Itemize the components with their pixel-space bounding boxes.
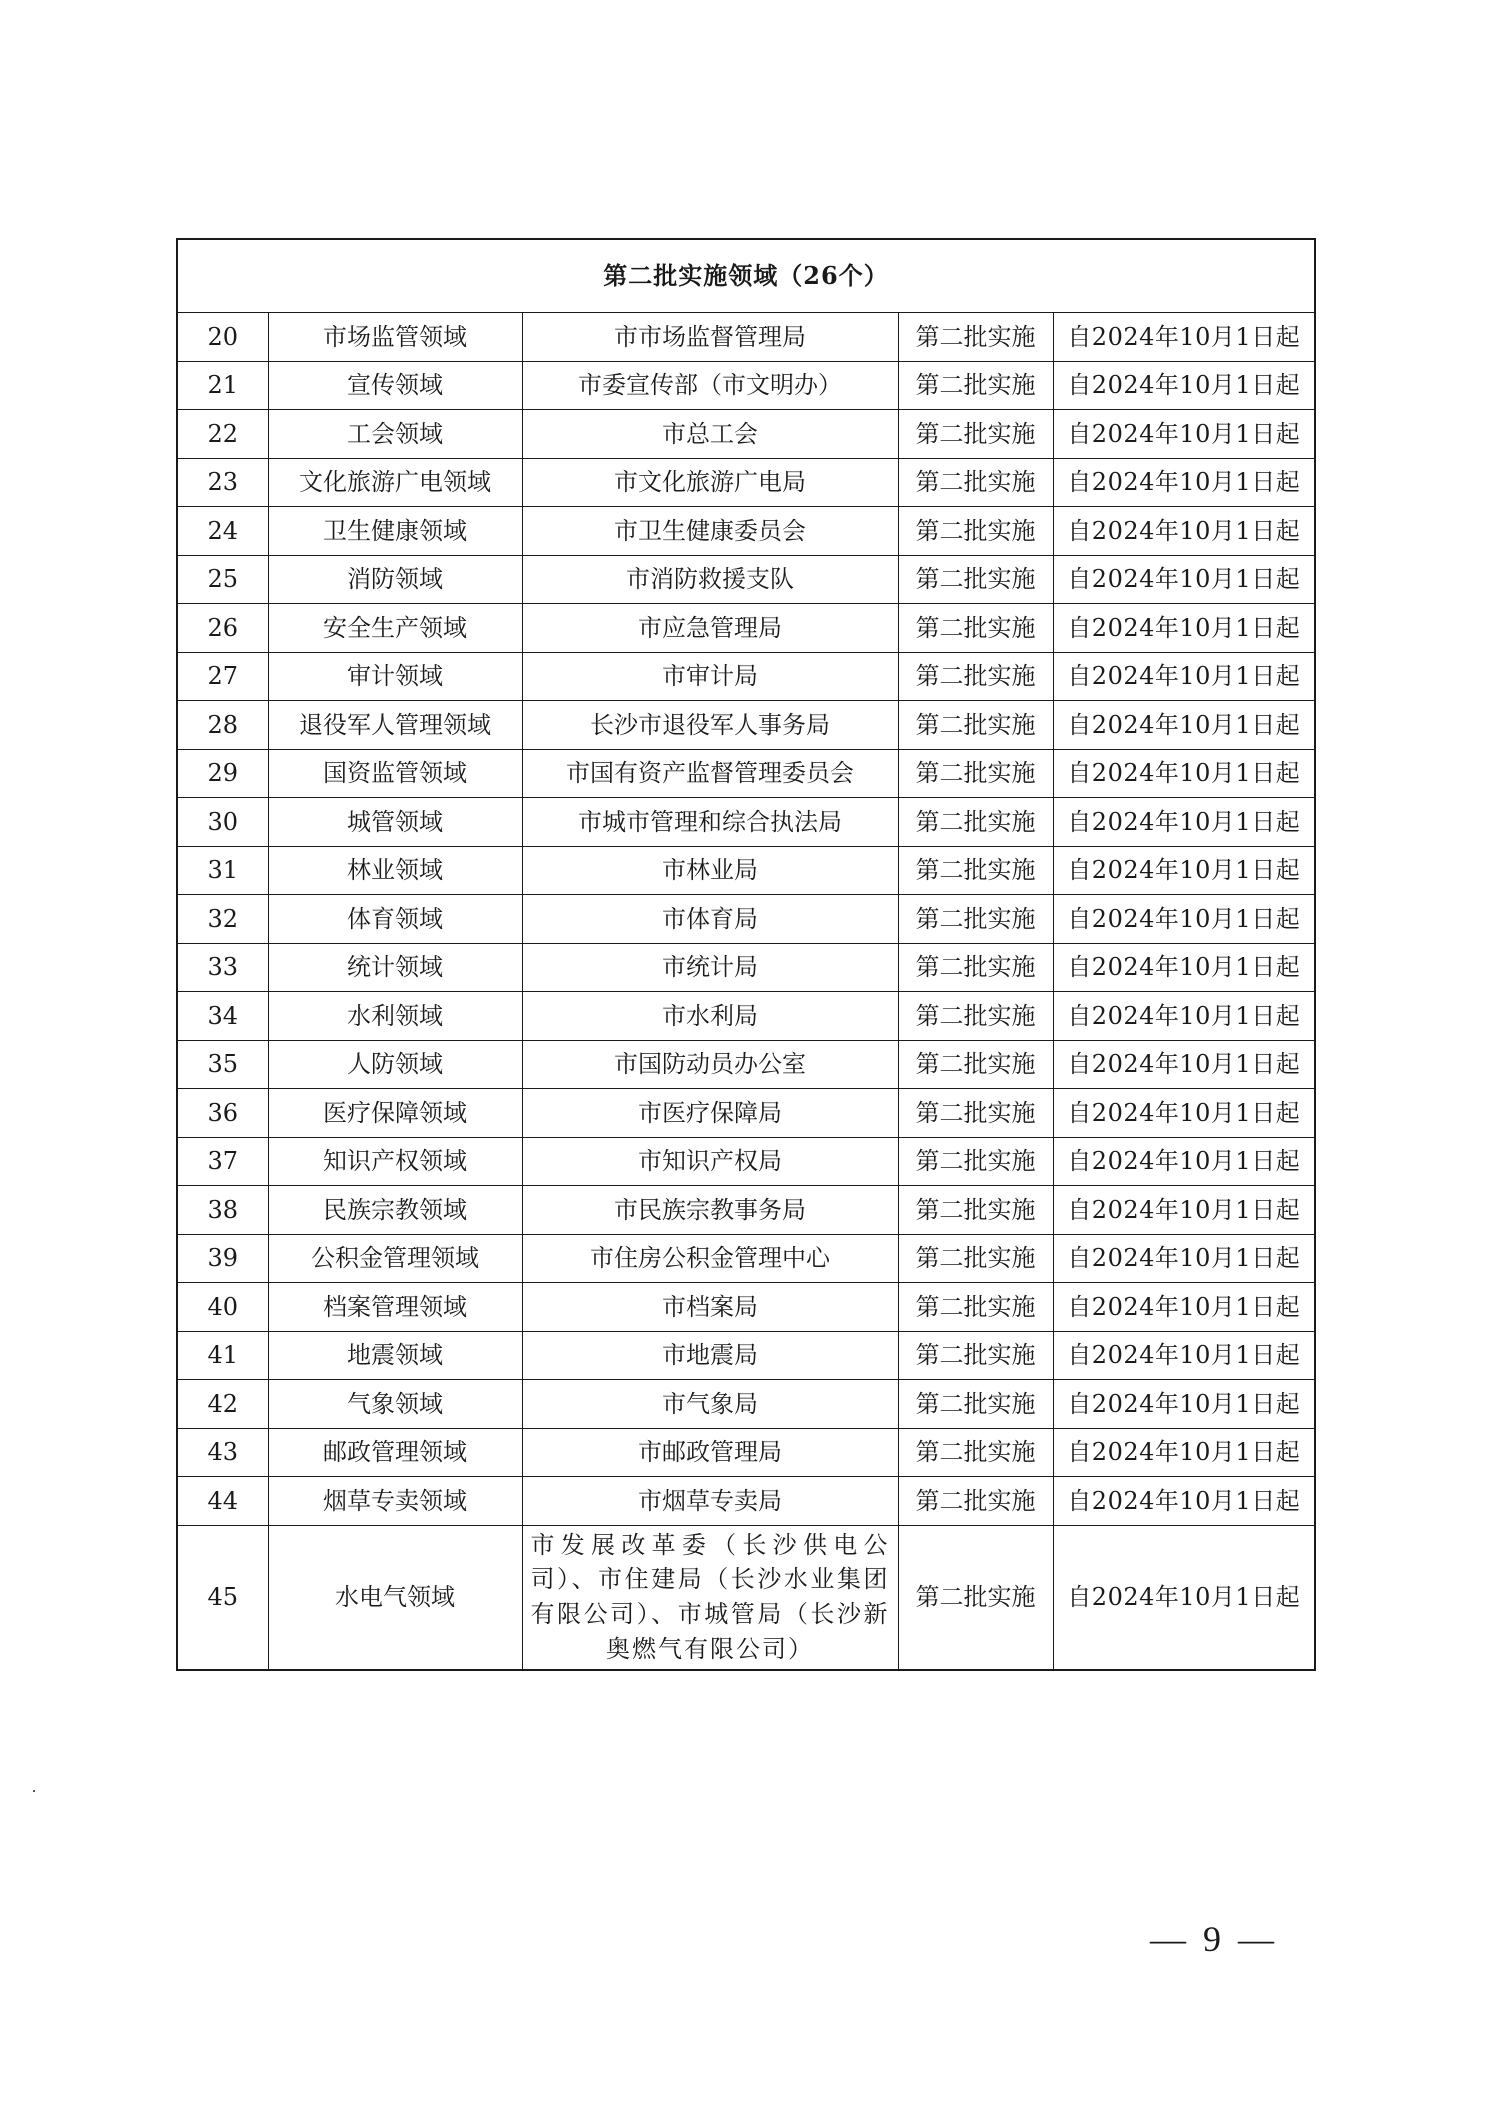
row-number: 43 bbox=[177, 1428, 268, 1477]
start-date: 自2024年10月1日起 bbox=[1053, 652, 1315, 701]
batch-label: 第二批实施 bbox=[898, 313, 1053, 362]
row-number: 38 bbox=[177, 1186, 268, 1235]
row-number: 42 bbox=[177, 1380, 268, 1429]
table-row bbox=[177, 846, 1315, 895]
field-name: 消防领域 bbox=[268, 555, 522, 604]
row-number: 40 bbox=[177, 1283, 268, 1332]
section-title: 第二批实施领域（26个） bbox=[177, 239, 1315, 313]
field-name: 人防领域 bbox=[268, 1040, 522, 1089]
department-name: 市应急管理局 bbox=[522, 604, 898, 653]
row-number: 31 bbox=[177, 846, 268, 895]
department-name: 市地震局 bbox=[522, 1331, 898, 1380]
field-name: 审计领域 bbox=[268, 652, 522, 701]
department-name: 市卫生健康委员会 bbox=[522, 507, 898, 556]
start-date: 自2024年10月1日起 bbox=[1053, 555, 1315, 604]
field-name: 烟草专卖领域 bbox=[268, 1477, 522, 1526]
start-date: 自2024年10月1日起 bbox=[1053, 507, 1315, 556]
row-number: 25 bbox=[177, 555, 268, 604]
department-name: 市文化旅游广电局 bbox=[522, 458, 898, 507]
row-number: 27 bbox=[177, 652, 268, 701]
batch-label: 第二批实施 bbox=[898, 361, 1053, 410]
batch-label: 第二批实施 bbox=[898, 1380, 1053, 1429]
field-name: 民族宗教领域 bbox=[268, 1186, 522, 1235]
batch-label: 第二批实施 bbox=[898, 1428, 1053, 1477]
department-name: 市委宣传部（市文明办） bbox=[522, 361, 898, 410]
section-header-row bbox=[177, 239, 1315, 313]
department-name: 市国防动员办公室 bbox=[522, 1040, 898, 1089]
field-name: 知识产权领域 bbox=[268, 1137, 522, 1186]
department-name: 市体育局 bbox=[522, 895, 898, 944]
field-name: 气象领域 bbox=[268, 1380, 522, 1429]
table-row bbox=[177, 895, 1315, 944]
batch-label: 第二批实施 bbox=[898, 507, 1053, 556]
batch-label: 第二批实施 bbox=[898, 1040, 1053, 1089]
department-name: 长沙市退役军人事务局 bbox=[522, 701, 898, 750]
department-name: 市审计局 bbox=[522, 652, 898, 701]
field-name: 宣传领域 bbox=[268, 361, 522, 410]
row-number: 21 bbox=[177, 361, 268, 410]
start-date: 自2024年10月1日起 bbox=[1053, 604, 1315, 653]
batch-label: 第二批实施 bbox=[898, 410, 1053, 459]
table-row bbox=[177, 1428, 1315, 1477]
field-name: 卫生健康领域 bbox=[268, 507, 522, 556]
row-number: 29 bbox=[177, 749, 268, 798]
row-number: 24 bbox=[177, 507, 268, 556]
batch-label: 第二批实施 bbox=[898, 1477, 1053, 1526]
row-number: 26 bbox=[177, 604, 268, 653]
batch-label: 第二批实施 bbox=[898, 1186, 1053, 1235]
row-number: 36 bbox=[177, 1089, 268, 1138]
field-name: 安全生产领域 bbox=[268, 604, 522, 653]
batch-label: 第二批实施 bbox=[898, 895, 1053, 944]
department-name: 市统计局 bbox=[522, 943, 898, 992]
row-number: 30 bbox=[177, 798, 268, 847]
table-row bbox=[177, 1283, 1315, 1332]
table-row bbox=[177, 555, 1315, 604]
table-row bbox=[177, 798, 1315, 847]
field-name: 城管领域 bbox=[268, 798, 522, 847]
field-name: 国资监管领域 bbox=[268, 749, 522, 798]
start-date: 自2024年10月1日起 bbox=[1053, 361, 1315, 410]
field-name: 统计领域 bbox=[268, 943, 522, 992]
start-date: 自2024年10月1日起 bbox=[1053, 1283, 1315, 1332]
table-row bbox=[177, 652, 1315, 701]
table-row bbox=[177, 1477, 1315, 1526]
table-row bbox=[177, 1137, 1315, 1186]
row-number: 22 bbox=[177, 410, 268, 459]
row-number: 23 bbox=[177, 458, 268, 507]
page-number: — 9 — bbox=[1150, 1919, 1278, 1959]
scan-speck bbox=[33, 1790, 35, 1792]
table-row bbox=[177, 458, 1315, 507]
table-row bbox=[177, 701, 1315, 750]
batch-label: 第二批实施 bbox=[898, 846, 1053, 895]
department-name: 市医疗保障局 bbox=[522, 1089, 898, 1138]
department-name: 市消防救援支队 bbox=[522, 555, 898, 604]
start-date: 自2024年10月1日起 bbox=[1053, 313, 1315, 362]
row-number: 34 bbox=[177, 992, 268, 1041]
start-date: 自2024年10月1日起 bbox=[1053, 1040, 1315, 1089]
row-number: 37 bbox=[177, 1137, 268, 1186]
batch-label: 第二批实施 bbox=[898, 458, 1053, 507]
row-number: 33 bbox=[177, 943, 268, 992]
table-row bbox=[177, 507, 1315, 556]
field-name: 市场监管领域 bbox=[268, 313, 522, 362]
field-name: 公积金管理领域 bbox=[268, 1234, 522, 1283]
department-name: 市发展改革委（长沙供电公司）、市住建局（长沙水业集团有限公司）、市城管局（长沙新奥燃气有限公司） bbox=[522, 1525, 898, 1670]
batch-label: 第二批实施 bbox=[898, 652, 1053, 701]
table-row bbox=[177, 749, 1315, 798]
batch-label: 第二批实施 bbox=[898, 1234, 1053, 1283]
batch-label: 第二批实施 bbox=[898, 701, 1053, 750]
department-name: 市总工会 bbox=[522, 410, 898, 459]
department-name: 市烟草专卖局 bbox=[522, 1477, 898, 1526]
department-name: 市民族宗教事务局 bbox=[522, 1186, 898, 1235]
department-name: 市市场监督管理局 bbox=[522, 313, 898, 362]
row-number: 32 bbox=[177, 895, 268, 944]
field-name: 地震领域 bbox=[268, 1331, 522, 1380]
start-date: 自2024年10月1日起 bbox=[1053, 992, 1315, 1041]
batch-label: 第二批实施 bbox=[898, 555, 1053, 604]
field-name: 邮政管理领域 bbox=[268, 1428, 522, 1477]
batch-label: 第二批实施 bbox=[898, 1137, 1053, 1186]
department-name: 市气象局 bbox=[522, 1380, 898, 1429]
start-date: 自2024年10月1日起 bbox=[1053, 1525, 1315, 1670]
department-name: 市水利局 bbox=[522, 992, 898, 1041]
start-date: 自2024年10月1日起 bbox=[1053, 798, 1315, 847]
start-date: 自2024年10月1日起 bbox=[1053, 1380, 1315, 1429]
start-date: 自2024年10月1日起 bbox=[1053, 1331, 1315, 1380]
department-name: 市国有资产监督管理委员会 bbox=[522, 749, 898, 798]
department-name: 市住房公积金管理中心 bbox=[522, 1234, 898, 1283]
table-row bbox=[177, 1089, 1315, 1138]
start-date: 自2024年10月1日起 bbox=[1053, 1428, 1315, 1477]
table-row bbox=[177, 313, 1315, 362]
table-row bbox=[177, 604, 1315, 653]
row-number: 44 bbox=[177, 1477, 268, 1526]
batch-label: 第二批实施 bbox=[898, 1089, 1053, 1138]
batch-label: 第二批实施 bbox=[898, 604, 1053, 653]
start-date: 自2024年10月1日起 bbox=[1053, 1089, 1315, 1138]
field-name: 体育领域 bbox=[268, 895, 522, 944]
table-row bbox=[177, 1234, 1315, 1283]
field-name: 水电气领域 bbox=[268, 1525, 522, 1670]
batch-label: 第二批实施 bbox=[898, 1525, 1053, 1670]
start-date: 自2024年10月1日起 bbox=[1053, 701, 1315, 750]
field-name: 工会领域 bbox=[268, 410, 522, 459]
start-date: 自2024年10月1日起 bbox=[1053, 1186, 1315, 1235]
row-number: 28 bbox=[177, 701, 268, 750]
field-name: 林业领域 bbox=[268, 846, 522, 895]
batch-label: 第二批实施 bbox=[898, 798, 1053, 847]
department-name: 市知识产权局 bbox=[522, 1137, 898, 1186]
table-row bbox=[177, 1331, 1315, 1380]
start-date: 自2024年10月1日起 bbox=[1053, 1234, 1315, 1283]
department-name: 市邮政管理局 bbox=[522, 1428, 898, 1477]
row-number: 41 bbox=[177, 1331, 268, 1380]
start-date: 自2024年10月1日起 bbox=[1053, 1477, 1315, 1526]
table-row bbox=[177, 1380, 1315, 1429]
batch-label: 第二批实施 bbox=[898, 992, 1053, 1041]
row-number: 39 bbox=[177, 1234, 268, 1283]
table-row bbox=[177, 410, 1315, 459]
table-row bbox=[177, 992, 1315, 1041]
table-row bbox=[177, 1525, 1315, 1670]
batch-label: 第二批实施 bbox=[898, 943, 1053, 992]
start-date: 自2024年10月1日起 bbox=[1053, 846, 1315, 895]
start-date: 自2024年10月1日起 bbox=[1053, 458, 1315, 507]
field-name: 水利领域 bbox=[268, 992, 522, 1041]
start-date: 自2024年10月1日起 bbox=[1053, 1137, 1315, 1186]
field-name: 退役军人管理领域 bbox=[268, 701, 522, 750]
field-name: 医疗保障领域 bbox=[268, 1089, 522, 1138]
row-number: 35 bbox=[177, 1040, 268, 1089]
implementation-table bbox=[176, 238, 1316, 1671]
row-number: 20 bbox=[177, 313, 268, 362]
batch-label: 第二批实施 bbox=[898, 1331, 1053, 1380]
field-name: 文化旅游广电领域 bbox=[268, 458, 522, 507]
department-name: 市档案局 bbox=[522, 1283, 898, 1332]
department-name: 市城市管理和综合执法局 bbox=[522, 798, 898, 847]
table-row bbox=[177, 1040, 1315, 1089]
table-row bbox=[177, 361, 1315, 410]
row-number: 45 bbox=[177, 1525, 268, 1670]
batch-label: 第二批实施 bbox=[898, 1283, 1053, 1332]
start-date: 自2024年10月1日起 bbox=[1053, 749, 1315, 798]
start-date: 自2024年10月1日起 bbox=[1053, 943, 1315, 992]
start-date: 自2024年10月1日起 bbox=[1053, 410, 1315, 459]
start-date: 自2024年10月1日起 bbox=[1053, 895, 1315, 944]
field-name: 档案管理领域 bbox=[268, 1283, 522, 1332]
table-row bbox=[177, 1186, 1315, 1235]
table-row bbox=[177, 943, 1315, 992]
batch-label: 第二批实施 bbox=[898, 749, 1053, 798]
department-name: 市林业局 bbox=[522, 846, 898, 895]
